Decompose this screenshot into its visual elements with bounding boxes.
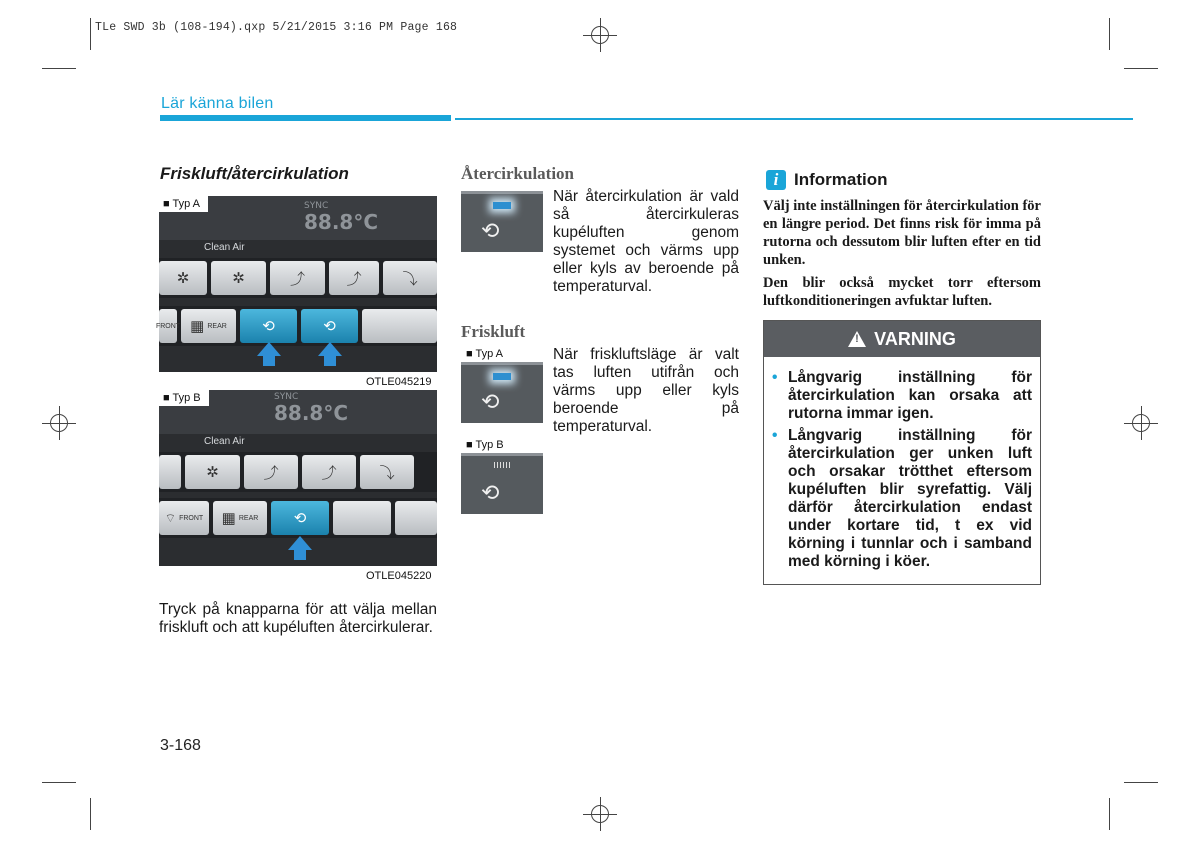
front-defrost-button[interactable]: ⌔ FRONT bbox=[159, 501, 209, 535]
section-rule-thin bbox=[455, 118, 1133, 120]
vent-icon: ⤴ bbox=[346, 270, 362, 288]
arrow-up-icon bbox=[288, 536, 312, 550]
warning-item: • Långvarig inställning för återcirkulation kan orsaka att rutorna immar igen. bbox=[772, 369, 1032, 423]
figure-code: OTLE045220 bbox=[366, 570, 432, 582]
fresh-tag-a: ■ Typ A bbox=[466, 348, 504, 360]
car-recirculation-icon: ⟲ bbox=[481, 218, 500, 243]
recirculation-icon: ⟲ bbox=[262, 318, 275, 335]
clean-air-label: Clean Air bbox=[204, 436, 245, 447]
vent-icon: ⤴ bbox=[263, 464, 279, 482]
fan-low-button[interactable] bbox=[159, 455, 181, 489]
left-body-text: Tryck på knapparna för att välja mellan friskluft och att kupéluften återcirkulerar. bbox=[159, 601, 437, 636]
fresh-air-heading: Friskluft bbox=[461, 322, 526, 341]
rear-defrost-icon: ▦ bbox=[221, 510, 236, 527]
recirculation-heading: Återcirkulation bbox=[461, 164, 575, 183]
information-paragraph-2: Den blir också mycket torr eftersom luftkonditioneringen avfuktar luften. bbox=[763, 275, 1041, 309]
fresh-air-icon: ⟲ bbox=[323, 318, 336, 335]
rear-defrost-button[interactable]: ▦ REAR bbox=[181, 309, 236, 343]
display-temp: 88.8°C bbox=[304, 210, 379, 234]
fresh-tag-b: ■ Typ B bbox=[466, 439, 504, 451]
figure-code: OTLE045219 bbox=[366, 376, 432, 388]
vent-icon: ⤴ bbox=[321, 464, 337, 482]
section-title: Lär känna bilen bbox=[161, 95, 274, 112]
arrow-up-icon bbox=[318, 342, 342, 356]
front-defrost-icon: ⌔ bbox=[164, 510, 177, 525]
front-defrost-button[interactable]: FRONT bbox=[159, 309, 177, 343]
vent-floor-button[interactable] bbox=[383, 261, 437, 295]
fresh-air-button[interactable] bbox=[301, 309, 358, 343]
fresh-air-text: När friskluftsläge är valt tas luften utifrån och värms upp eller kyls beroende på temperaturval. bbox=[553, 346, 739, 435]
fan-icon: ✲ bbox=[206, 464, 219, 481]
information-paragraph-1: Välj inte inställningen för återcirkulation för en längre period. Det finns risk för imma på rutorna och dessutom blir luften efter en tid unken. bbox=[763, 198, 1041, 268]
recirculation-text: När återcirkulation är vald så återcirkuleras kupéluften genom systemet och värms upp eller kyls av beroende på temperaturval. bbox=[553, 188, 739, 295]
recirculation-button[interactable] bbox=[271, 501, 329, 535]
rear-defrost-button[interactable]: ▦ REAR bbox=[213, 501, 267, 535]
display-label: SYNC bbox=[274, 392, 299, 402]
warning-list bbox=[764, 369, 1040, 571]
recirculation-icon: ⟲ bbox=[293, 510, 307, 527]
warning-header: ! VARNING bbox=[764, 321, 1040, 357]
panel-tag: ■ Typ B bbox=[159, 390, 209, 406]
vent-face-button[interactable] bbox=[270, 261, 325, 295]
fan-high-button[interactable] bbox=[211, 261, 266, 295]
blank-button[interactable] bbox=[362, 309, 437, 343]
section-rule-thick bbox=[160, 115, 451, 121]
car-fresh-air-icon: ⟲ bbox=[481, 480, 500, 505]
climate-panel-type-b bbox=[159, 390, 437, 566]
climate-panel-type-a bbox=[155, 196, 437, 393]
recirculation-button[interactable] bbox=[240, 309, 297, 343]
vent-icon: ⤴ bbox=[289, 270, 305, 288]
registration-mark-bottom bbox=[583, 797, 617, 831]
information-icon: i bbox=[766, 170, 786, 190]
vent-face-button[interactable] bbox=[244, 455, 298, 489]
fan-icon: ✲ bbox=[232, 270, 245, 287]
clean-air-label: Clean Air bbox=[204, 242, 245, 253]
left-heading: Friskluft/återcirkulation bbox=[160, 164, 349, 183]
fan-low-button[interactable] bbox=[159, 261, 207, 295]
rear-defrost-icon: ▦ bbox=[190, 318, 205, 335]
vent-icon: ⤵ bbox=[402, 270, 418, 288]
display-label: SYNC bbox=[304, 201, 329, 211]
fresh-air-button-image-b bbox=[461, 453, 543, 514]
warning-triangle-icon bbox=[848, 331, 866, 347]
fan-icon: ✲ bbox=[176, 270, 190, 287]
car-fresh-air-icon: ⟲ bbox=[481, 389, 500, 414]
fan-button[interactable] bbox=[185, 455, 240, 489]
vent-floor-button[interactable] bbox=[360, 455, 414, 489]
vent-bilevel-button[interactable] bbox=[329, 261, 379, 295]
blank-button[interactable] bbox=[395, 501, 437, 535]
display-temp: 88.8°C bbox=[274, 401, 349, 425]
warning-box bbox=[763, 320, 1041, 585]
blank-button[interactable] bbox=[333, 501, 391, 535]
information-title: i Information bbox=[766, 170, 888, 190]
recirculation-button-image bbox=[461, 191, 543, 252]
arrow-up-icon bbox=[257, 342, 281, 356]
registration-mark-right bbox=[1124, 406, 1158, 440]
warning-item: • Långvarig inställning för återcirkulation ger unken luft och orsakar trötthet eftersom kupéluften blir syrefattig. Välj därför återcirkulation endast under kortare tid, t ex vid körning i tunnlar och i samband med körning i köer. bbox=[772, 427, 1032, 571]
page-number: 3-168 bbox=[160, 737, 201, 754]
fresh-air-button-image-a bbox=[461, 362, 543, 423]
print-header: TLe SWD 3b (108-194).qxp 5/21/2015 3:16 PM Page 168 bbox=[95, 21, 458, 34]
registration-mark-top bbox=[583, 18, 617, 52]
vent-bilevel-button[interactable] bbox=[302, 455, 356, 489]
vent-icon: ⤵ bbox=[379, 464, 395, 482]
panel-tag: ■ Typ A bbox=[159, 196, 208, 212]
registration-mark-left bbox=[42, 406, 76, 440]
